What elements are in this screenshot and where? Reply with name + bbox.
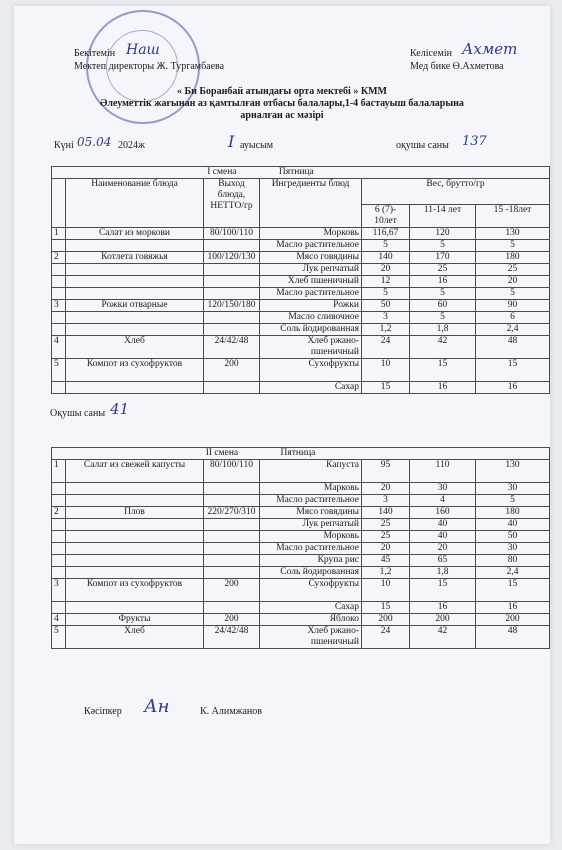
agree-label: Келісемін xyxy=(410,48,452,59)
weight-header: Вес, брутто/гр xyxy=(362,179,550,205)
weight-age-1: 50 xyxy=(362,300,410,312)
weight-age-2: 60 xyxy=(410,300,476,312)
ingredient: Морковь xyxy=(260,228,362,240)
weight-age-1: 95 xyxy=(362,460,410,483)
weight-age-2: 1,8 xyxy=(410,567,476,579)
weight-age-1: 25 xyxy=(362,519,410,531)
dish-name: Рожки отварные xyxy=(66,300,204,312)
row-number xyxy=(52,531,66,543)
ingredient: Масло растительное xyxy=(260,288,362,300)
yield-header: Выход блюда, НЕТТО/гр xyxy=(204,179,260,228)
row-number xyxy=(52,382,66,394)
pupils-count: 137 xyxy=(462,134,487,149)
ingredient: Марковь xyxy=(260,483,362,495)
shift-2-name: II смена xyxy=(205,448,239,458)
ingredient: Сахар xyxy=(260,382,362,394)
dish-name xyxy=(66,543,204,555)
weight-age-1: 25 xyxy=(362,531,410,543)
dish-name xyxy=(66,519,204,531)
weight-age-1: 10 xyxy=(362,359,410,382)
ingredient: Лук репчатый xyxy=(260,519,362,531)
weight-age-1: 200 xyxy=(362,614,410,626)
dish-yield: 220/270/310 xyxy=(204,507,260,519)
table-row xyxy=(52,495,550,507)
ingredient: Масло растительное xyxy=(260,543,362,555)
ingredient: Лук репчатый xyxy=(260,264,362,276)
weight-age-1: 24 xyxy=(362,626,410,649)
weight-age-2: 4 xyxy=(410,495,476,507)
menu-table-shift-1 xyxy=(51,166,550,394)
ingredient: Хлеб ржано-пшеничный xyxy=(260,626,362,649)
dish-name: Салат из моркови xyxy=(66,228,204,240)
shift-header-row xyxy=(52,167,550,179)
weight-age-2: 42 xyxy=(410,626,476,649)
weight-age-1: 20 xyxy=(362,483,410,495)
weight-age-2: 200 xyxy=(410,614,476,626)
row-number xyxy=(52,555,66,567)
weight-age-3: 30 xyxy=(476,543,550,555)
num-header xyxy=(52,179,66,228)
row-number: 5 xyxy=(52,359,66,382)
dish-name xyxy=(66,312,204,324)
weight-age-1: 5 xyxy=(362,240,410,252)
dish-yield: 200 xyxy=(204,579,260,602)
dish-yield: 100/120/130 xyxy=(204,252,260,264)
shift-2-header-row xyxy=(52,448,550,460)
table-row xyxy=(52,240,550,252)
shift-label: ауысым xyxy=(240,140,274,151)
table-row xyxy=(52,252,550,264)
weight-age-3: 6 xyxy=(476,312,550,324)
ingredient: Масло растительное xyxy=(260,495,362,507)
dish-yield xyxy=(204,324,260,336)
weight-age-3: 5 xyxy=(476,495,550,507)
ingredient: Хлеб пшеничный xyxy=(260,276,362,288)
table-row xyxy=(52,614,550,626)
weight-age-3: 200 xyxy=(476,614,550,626)
dish-yield: 200 xyxy=(204,614,260,626)
menu-subtitle: арналған ас мәзірі xyxy=(240,110,324,121)
weight-age-1: 45 xyxy=(362,555,410,567)
row-number: 4 xyxy=(52,614,66,626)
weight-age-2: 5 xyxy=(410,288,476,300)
weight-age-3: 80 xyxy=(476,555,550,567)
table-row xyxy=(52,382,550,394)
row-number: 2 xyxy=(52,507,66,519)
dish-yield xyxy=(204,543,260,555)
weight-age-1: 1,2 xyxy=(362,324,410,336)
row-number xyxy=(52,288,66,300)
dish-name xyxy=(66,555,204,567)
school-title: « Би Боранбай атындағы орта мектебі » КММ xyxy=(177,86,387,97)
dish-yield xyxy=(204,264,260,276)
dish-name: Плов xyxy=(66,507,204,519)
row-number: 1 xyxy=(52,460,66,483)
weight-age-1: 1,2 xyxy=(362,567,410,579)
dish-yield xyxy=(204,602,260,614)
ingredient: Капуста xyxy=(260,460,362,483)
table-row xyxy=(52,555,550,567)
dish-name xyxy=(66,264,204,276)
dish-name: Котлета говяжья xyxy=(66,252,204,264)
row-number xyxy=(52,264,66,276)
dish-name xyxy=(66,567,204,579)
ingredient: Масло растительное xyxy=(260,240,362,252)
weight-age-3: 90 xyxy=(476,300,550,312)
ingredients-header: Ингредиенты блюд xyxy=(260,179,362,228)
dish-name: Хлеб xyxy=(66,626,204,649)
dish-yield: 120/150/180 xyxy=(204,300,260,312)
weight-age-1: 15 xyxy=(362,382,410,394)
nurse-signature: Ахмет xyxy=(462,40,518,58)
date-value: 05.04 xyxy=(77,135,112,149)
table-row xyxy=(52,519,550,531)
weight-age-1: 3 xyxy=(362,312,410,324)
weight-age-2: 25 xyxy=(410,264,476,276)
ingredient: Хлеб ржано-пшеничный xyxy=(260,336,362,359)
dish-name xyxy=(66,483,204,495)
table-row xyxy=(52,460,550,483)
weight-age-2: 15 xyxy=(410,359,476,382)
footer-name: К. Алимжанов xyxy=(200,706,262,717)
table-row xyxy=(52,602,550,614)
ingredient: Сухофрукты xyxy=(260,579,362,602)
director-signature: Наш xyxy=(126,42,160,58)
ingredient: Мясо говядины xyxy=(260,507,362,519)
dish-yield xyxy=(204,483,260,495)
dish-name xyxy=(66,288,204,300)
table-row xyxy=(52,336,550,359)
row-number: 4 xyxy=(52,336,66,359)
ingredient: Крупа рис xyxy=(260,555,362,567)
dish-yield: 200 xyxy=(204,359,260,382)
pupils-2-label: Оқушы саны xyxy=(50,408,106,419)
dish-name: Фрукты xyxy=(66,614,204,626)
weight-age-3: 15 xyxy=(476,579,550,602)
ingredient: Масло сливочное xyxy=(260,312,362,324)
weight-age-3: 15 xyxy=(476,359,550,382)
weight-age-3: 50 xyxy=(476,531,550,543)
weight-age-3: 20 xyxy=(476,276,550,288)
dish-name: Салат из свежей капусты xyxy=(66,460,204,483)
table-row xyxy=(52,312,550,324)
weight-age-1: 12 xyxy=(362,276,410,288)
table-row xyxy=(52,579,550,602)
weight-age-3: 30 xyxy=(476,483,550,495)
weight-age-2: 16 xyxy=(410,276,476,288)
weight-age-1: 5 xyxy=(362,288,410,300)
row-number xyxy=(52,324,66,336)
pupils-label: оқушы саны xyxy=(396,140,449,151)
nurse-name: Мед бике Ө.Ахметова xyxy=(410,61,504,72)
pupils-2-count: 41 xyxy=(110,400,130,418)
weight-age-1: 140 xyxy=(362,507,410,519)
row-number: 1 xyxy=(52,228,66,240)
weight-age-1: 10 xyxy=(362,579,410,602)
age-group-3-header: 15 -18лет xyxy=(476,205,550,228)
date-label: Күні xyxy=(54,140,74,151)
dish-name xyxy=(66,495,204,507)
dish-yield xyxy=(204,240,260,252)
weight-age-2: 42 xyxy=(410,336,476,359)
ingredient: Мясо говядины xyxy=(260,252,362,264)
weight-age-1: 116,67 xyxy=(362,228,410,240)
director-name: Мектеп директоры Ж. Тургамбаева xyxy=(74,61,225,72)
menu-table-shift-2-body xyxy=(52,460,550,649)
weight-age-2: 120 xyxy=(410,228,476,240)
weight-age-1: 140 xyxy=(362,252,410,264)
weight-age-3: 2,4 xyxy=(476,567,550,579)
weight-age-1: 3 xyxy=(362,495,410,507)
table-row xyxy=(52,324,550,336)
weight-age-3: 16 xyxy=(476,602,550,614)
dish-name xyxy=(66,240,204,252)
table-row xyxy=(52,288,550,300)
weight-age-3: 5 xyxy=(476,240,550,252)
row-number xyxy=(52,602,66,614)
dish-name xyxy=(66,324,204,336)
weight-age-1: 15 xyxy=(362,602,410,614)
menu-document xyxy=(14,6,550,844)
weight-age-1: 20 xyxy=(362,264,410,276)
table-row xyxy=(52,276,550,288)
weight-age-2: 1,8 xyxy=(410,324,476,336)
weight-age-3: 16 xyxy=(476,382,550,394)
weight-age-3: 48 xyxy=(476,336,550,359)
menu-table-shift-1-body xyxy=(52,228,550,394)
row-number xyxy=(52,495,66,507)
weight-age-1: 24 xyxy=(362,336,410,359)
row-number: 2 xyxy=(52,252,66,264)
weight-age-1: 20 xyxy=(362,543,410,555)
approve-label: Бекітемін xyxy=(74,48,116,59)
ingredient: Морковь xyxy=(260,531,362,543)
year-label: 2024ж xyxy=(118,140,145,151)
weight-age-2: 16 xyxy=(410,602,476,614)
weight-age-2: 15 xyxy=(410,579,476,602)
weight-age-2: 5 xyxy=(410,312,476,324)
weight-age-3: 2,4 xyxy=(476,324,550,336)
weight-age-2: 20 xyxy=(410,543,476,555)
row-number xyxy=(52,519,66,531)
weight-age-2: 65 xyxy=(410,555,476,567)
dish-name: Компот из сухофруктов xyxy=(66,579,204,602)
weight-age-2: 16 xyxy=(410,382,476,394)
dish-yield xyxy=(204,495,260,507)
weight-age-2: 5 xyxy=(410,240,476,252)
row-number xyxy=(52,567,66,579)
row-number xyxy=(52,276,66,288)
weight-age-3: 5 xyxy=(476,288,550,300)
ingredient: Яблоко xyxy=(260,614,362,626)
weight-age-2: 160 xyxy=(410,507,476,519)
dish-yield xyxy=(204,312,260,324)
weight-age-3: 130 xyxy=(476,228,550,240)
dish-yield: 80/100/110 xyxy=(204,228,260,240)
row-number: 3 xyxy=(52,579,66,602)
dish-yield xyxy=(204,382,260,394)
weight-age-2: 110 xyxy=(410,460,476,483)
dish-yield: 24/42/48 xyxy=(204,336,260,359)
table-row xyxy=(52,359,550,382)
row-number xyxy=(52,312,66,324)
ingredient: Соль йодированная xyxy=(260,324,362,336)
table-row xyxy=(52,483,550,495)
shift-number: I xyxy=(228,132,235,151)
footer-signature: Ан xyxy=(144,696,170,717)
shift-name: I смена xyxy=(207,167,237,177)
table-row xyxy=(52,567,550,579)
dish-yield xyxy=(204,519,260,531)
weekday: Пятница xyxy=(278,167,314,177)
row-number xyxy=(52,240,66,252)
weight-age-2: 40 xyxy=(410,531,476,543)
menu-title: Әлеуметтік жағынан аз қамтылған отбасы балалары,1-4 бастауыш балаларына xyxy=(100,98,464,109)
age-group-1-header: 6 (7)- 10лет xyxy=(362,205,410,228)
ingredient: Сахар xyxy=(260,602,362,614)
table-row xyxy=(52,543,550,555)
age-group-2-header: 11-14 лет xyxy=(410,205,476,228)
weight-age-2: 40 xyxy=(410,519,476,531)
row-number: 3 xyxy=(52,300,66,312)
dish-yield xyxy=(204,555,260,567)
weight-age-3: 40 xyxy=(476,519,550,531)
weight-age-3: 180 xyxy=(476,507,550,519)
dish-yield xyxy=(204,288,260,300)
table-row xyxy=(52,507,550,519)
dish-name xyxy=(66,276,204,288)
weekday-2: Пятница xyxy=(280,448,316,458)
dish-yield xyxy=(204,276,260,288)
ingredient: Соль йодированная xyxy=(260,567,362,579)
ingredient: Сухофрукты xyxy=(260,359,362,382)
weight-age-3: 130 xyxy=(476,460,550,483)
dish-yield: 80/100/110 xyxy=(204,460,260,483)
footer-role: Кәсіпкер xyxy=(84,706,122,717)
dish-yield xyxy=(204,567,260,579)
row-number xyxy=(52,543,66,555)
weight-age-2: 30 xyxy=(410,483,476,495)
row-number xyxy=(52,483,66,495)
dish-name xyxy=(66,531,204,543)
weight-age-3: 180 xyxy=(476,252,550,264)
table-row xyxy=(52,531,550,543)
dish-name xyxy=(66,382,204,394)
table-row xyxy=(52,228,550,240)
ingredient: Рожки xyxy=(260,300,362,312)
menu-table-shift-2 xyxy=(51,447,550,649)
dish-name: Хлеб xyxy=(66,336,204,359)
dish-yield: 24/42/48 xyxy=(204,626,260,649)
weight-age-2: 170 xyxy=(410,252,476,264)
row-number: 5 xyxy=(52,626,66,649)
table-row xyxy=(52,626,550,649)
dish-name: Компот из сухофруктов xyxy=(66,359,204,382)
dish-name-header: Наименование блюда xyxy=(66,179,204,228)
dish-yield xyxy=(204,531,260,543)
table-row xyxy=(52,300,550,312)
table-row xyxy=(52,264,550,276)
weight-age-3: 48 xyxy=(476,626,550,649)
weight-age-3: 25 xyxy=(476,264,550,276)
dish-name xyxy=(66,602,204,614)
